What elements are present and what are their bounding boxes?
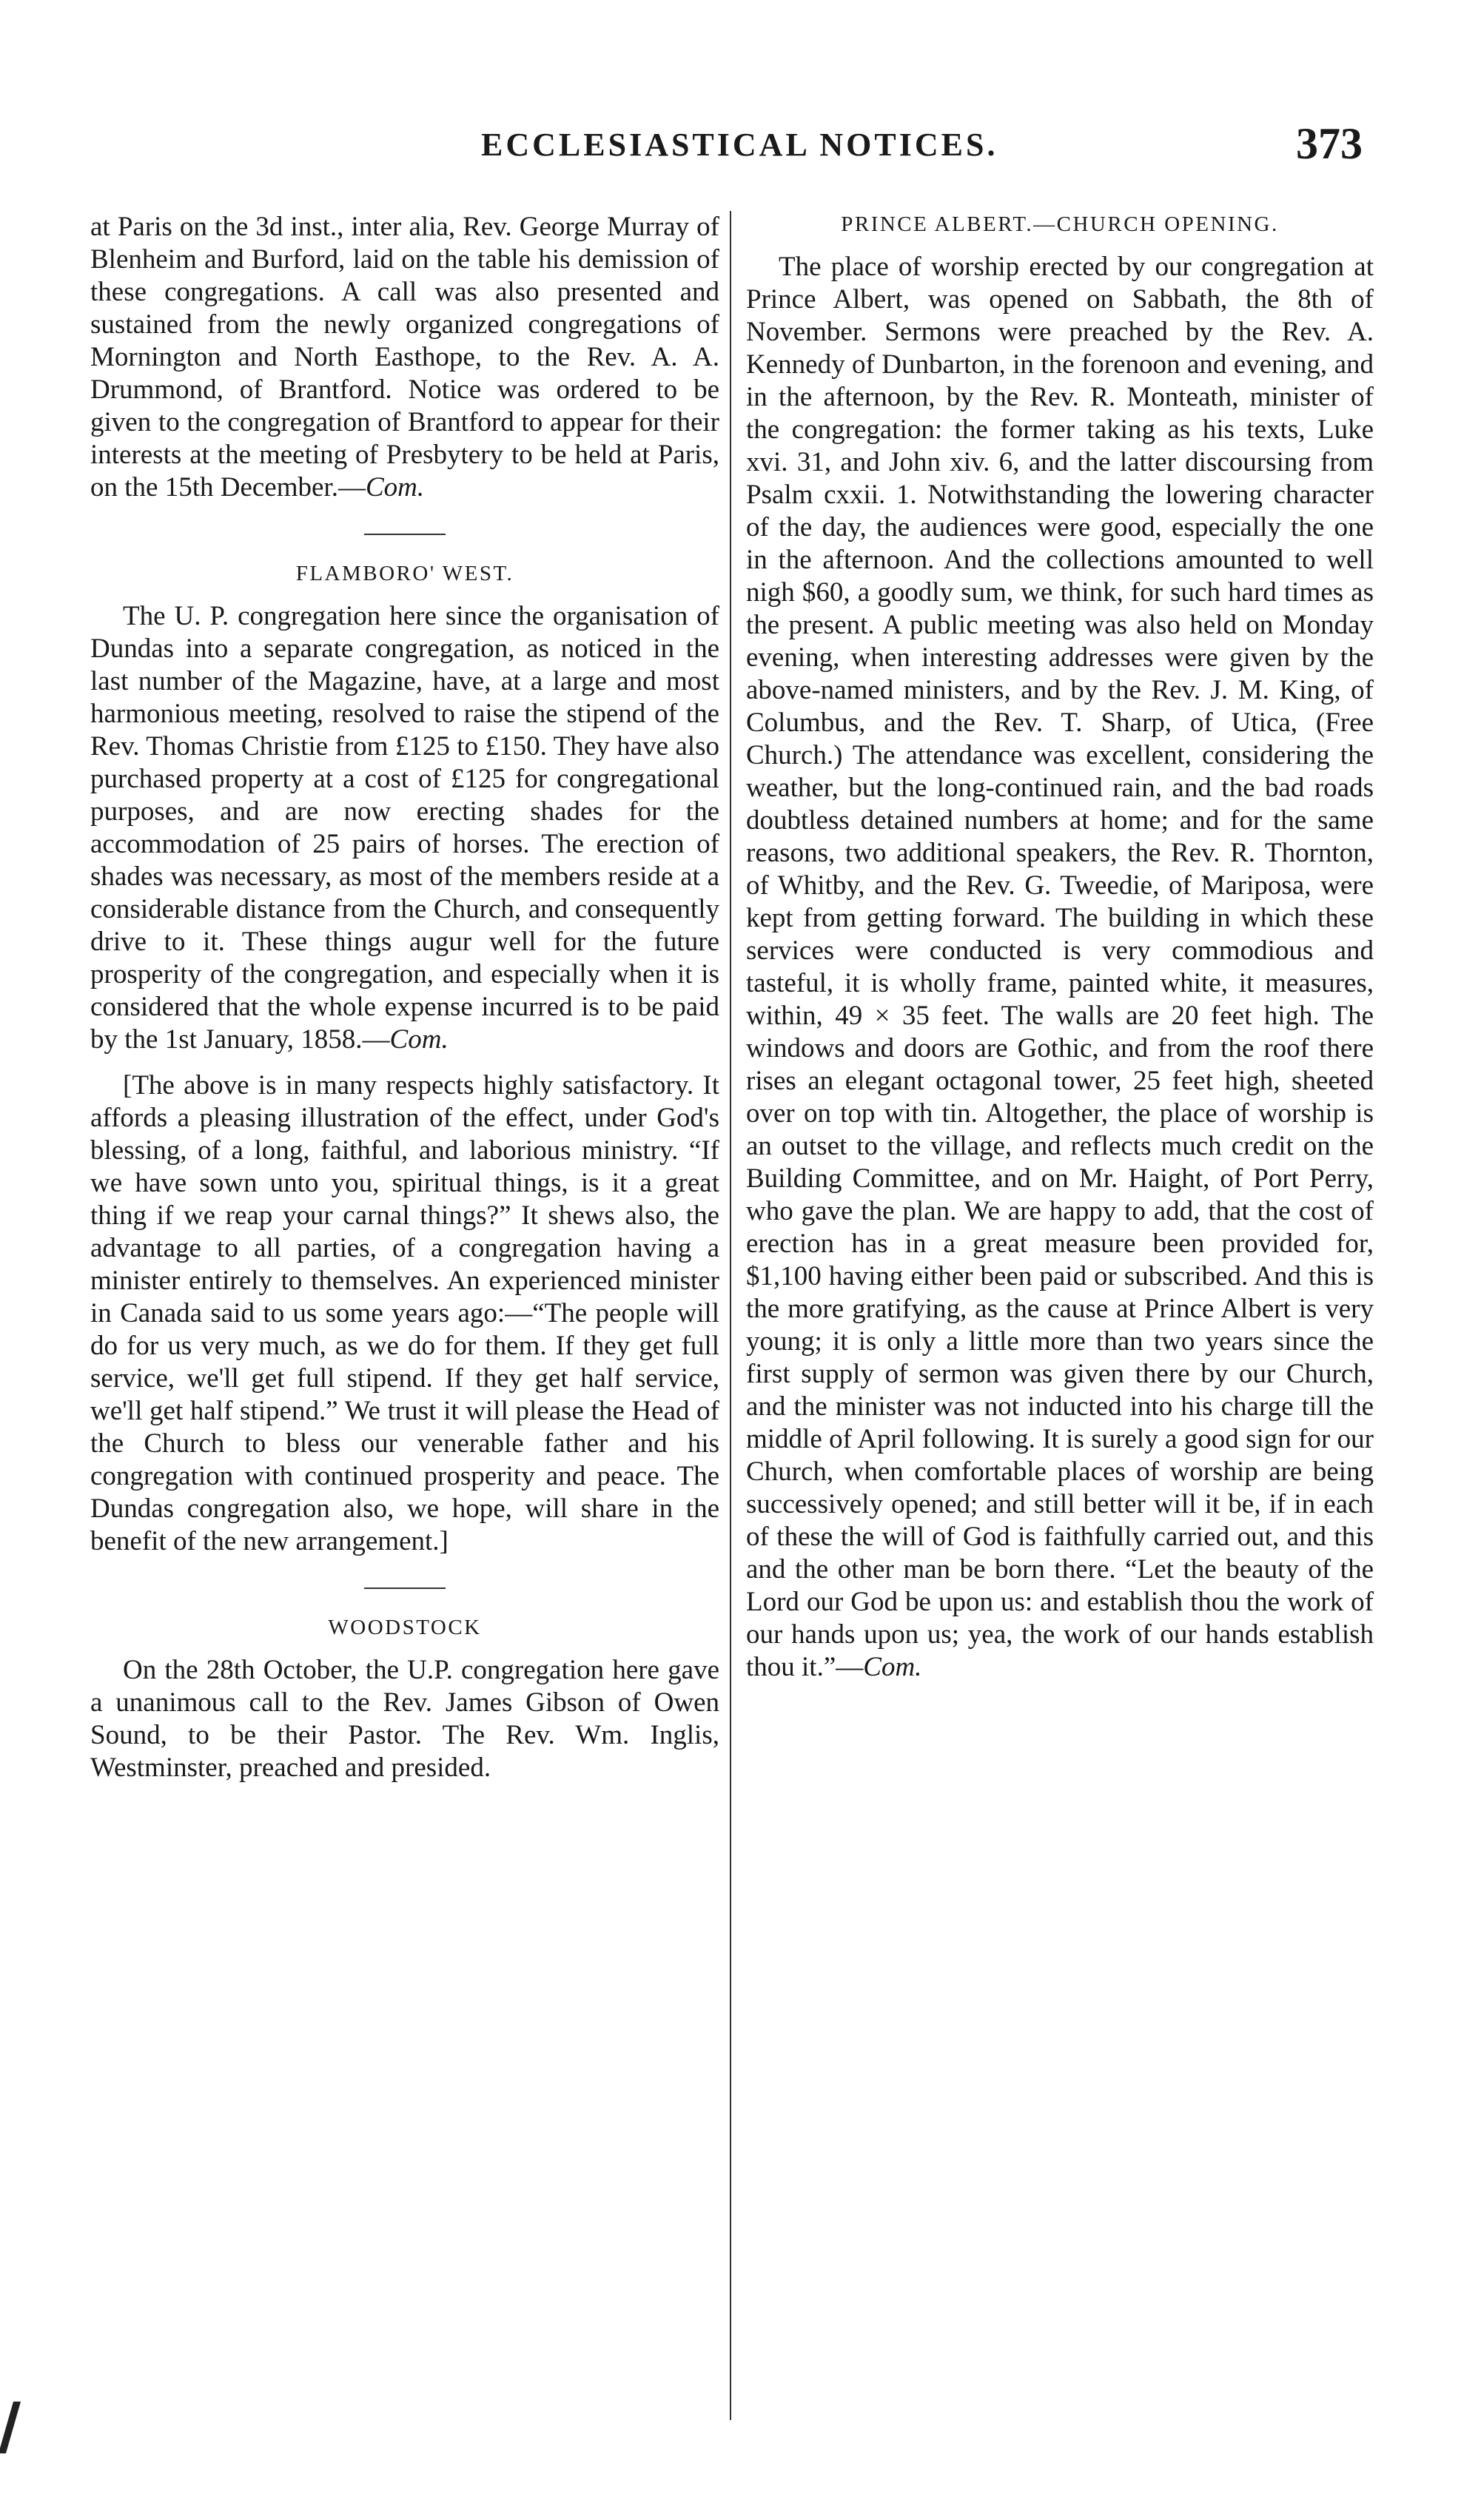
section-title-woodstock: WOODSTOCK xyxy=(328,1616,482,1639)
section-divider xyxy=(364,1587,446,1589)
flamboro-notice-text: The U. P. congregation here since the organisation of Dundas into a separate congregation, as noticed in the last number of the Magazine, have, at a large and most harmonious meeting, resolved to raise the stipend of the Rev. Thomas Christie from £125 to £150. They have also purchased property at a cost of £125 for congregational purposes, and are now erecting shades for the accommodation of 25 pairs of horses. The erection of shades was necessary, as most of the members reside at a considerable distance from the Church, and consequently drive to it. These things augur well for the future prosperity of the congregation, and especially when it is considered that the whole expense incurred is to be paid by the 1st January, 1858.— xyxy=(90,601,719,1055)
woodstock-notice: On the 28th October, the U.P. congregation here gave a unanimous call to the Rev. James Gibson of Owen Sound, to be their Pastor. The Rev. Wm. Inglis, Westminster, preached and presided. xyxy=(90,1655,719,1783)
right-column xyxy=(746,211,1374,1684)
scan-edge-mark xyxy=(0,2402,21,2453)
presbytery-notice xyxy=(90,211,719,504)
flamboro-notice xyxy=(90,600,719,1056)
section-title-flamboro-west: FLAMBORO' WEST. xyxy=(295,562,514,585)
signature: Com. xyxy=(863,1652,922,1682)
presbytery-notice-text: at Paris on the 3d inst., inter alia, Rev. George Murray of Blenheim and Burford, laid on the table his demission of these congregations. A call was also presented and sustained from the newly organized congregations of Mornington and North Easthope, to the Rev. A. A. Drummond, of Brantford. Notice was ordered to be given to the congregation of Brantford to appear for their interests at the meeting of Presbytery to be held at Paris, on the 15th December.— xyxy=(90,212,719,503)
page-number: 373 xyxy=(1296,119,1363,168)
section-title-prince-albert: PRINCE ALBERT.—CHURCH OPENING. xyxy=(841,212,1279,236)
signature: Com. xyxy=(365,472,425,503)
prince-albert-notice-text: The place of worship erected by our congregation at Prince Albert, was opened on Sabbath, the 8th of November. Sermons were preached by the Rev. A. Kennedy of Dunbarton, in the forenoon and evening, and in the afternoon, by the Rev. R. Monteath, minister of the congregation: the former taking as his texts, Luke xvi. 31, and John xiv. 6, and the latter discoursing from Psalm cxxii. 1. Notwithstanding the lowering character of the day, the audiences were good, especially the one in the afternoon. And the collections amounted to well nigh $60, a goodly sum, we think, for such hard times as the present. A public meeting was also held on Monday evening, when interesting addresses were given by the above-named ministers, and by the Rev. J. M. King, of Columbus, and the Rev. T. Sharp, of Utica, (Free Church.) The attendance was excellent, considering the weather, but the long-continued rain, and the bad roads doubtless detained numbers at home; and for the same reasons, two additional speakers, the Rev. R. Thornton, of Whitby, and the Rev. G. Tweedie, of Mariposa, were kept from getting forward. The building in which these services were conducted is very commodious and tasteful, it is wholly frame, painted white, it measures, within, 49 × 35 feet. The walls are 20 feet high. The windows and doors are Gothic, and from the roof there rises an elegant octagonal tower, 25 feet high, sheeted over on top with tin. Altogether, the place of worship is an outset to the village, and reflects much credit on the Building Committee, and on Mr. Haight, of Port Perry, who gave the plan. We are happy to add, that the cost of erection has in a great measure been provided for, $1,100 having either been paid or subscribed. And this is the more gratifying, as the cause at Prince Albert is very young; it is only a little more than two years since the first supply of sermon was given there by our Church, and the minister was not inducted into his charge till the middle of April following. It is surely a good sign for our Church, when comfortable places of worship are being successively opened; and still better will it be, if in each of these the will of God is faithfully carried out, and this and the other man be born there. “Let the beauty of the Lord our God be upon us: and establish thou the work of our hands upon us; yea, the work of our hands establish thou it.”— xyxy=(746,252,1374,1682)
editorial-comment: [The above is in many respects highly satisfactory. It affords a pleasing illustration of the effect, under God's blessing, of a long, faithful, and laborious ministry. “If we have sown unto you, spiritual things, is it a great thing if we reap your carnal things?” It shews also, the advantage to all parties, of a congregation having a minister entirely to themselves. An experienced minister in Canada said to us some years ago:—“The people will do for us very much, as we do for them. If they get full service, we'll get full stipend. If they get half service, we'll get half stipend.” We trust it will please the Head of the Church to bless our venerable father and his congregation with continued prosperity and peace. The Dundas congregation also, we hope, will share in the benefit of the new arrangement.] xyxy=(90,1070,719,1556)
column-rule xyxy=(730,211,731,2420)
running-head: ECCLESIASTICAL NOTICES. xyxy=(481,127,998,163)
signature: Com. xyxy=(389,1024,449,1055)
section-divider xyxy=(364,534,446,535)
prince-albert-notice xyxy=(746,251,1374,1684)
left-column xyxy=(90,211,719,1784)
